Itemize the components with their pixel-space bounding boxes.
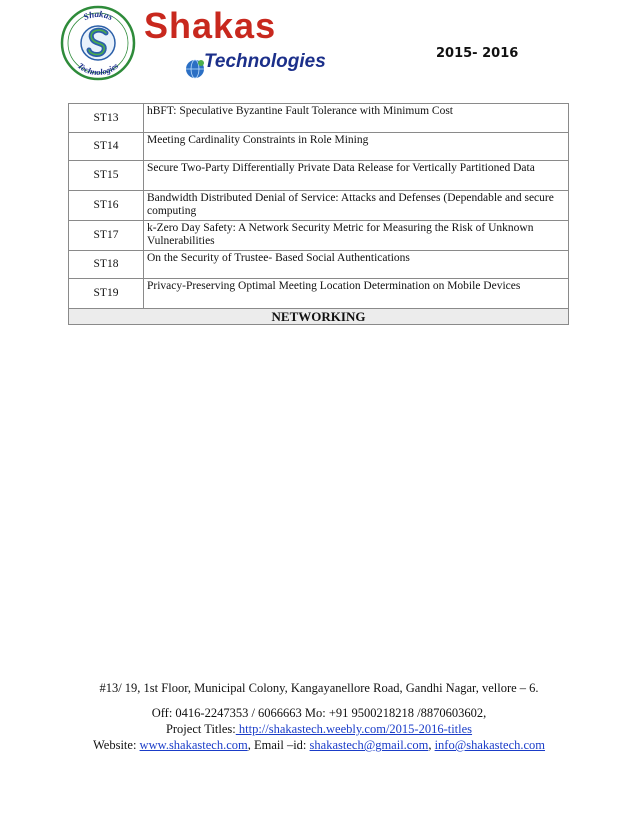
- project-title: Bandwidth Distributed Denial of Service: Attacks and Defenses (Dependable and secure computing: [144, 191, 569, 221]
- project-code: ST16: [69, 191, 144, 221]
- email-link-primary[interactable]: shakastech@gmail.com: [309, 738, 429, 752]
- table-row: [69, 221, 569, 251]
- project-titles-label: Project Titles:: [165, 722, 236, 736]
- project-code: ST17: [69, 221, 144, 251]
- academic-year: 2015- 2016: [436, 46, 519, 61]
- footer-address: #13/ 19, 1st Floor, Municipal Colony, Kangayanellore Road, Gandhi Nagar, vellore – 6.: [99, 681, 539, 695]
- project-title: Secure Two-Party Differentially Private Data Release for Vertically Partitioned Data: [144, 161, 569, 191]
- section-heading-row: [69, 309, 569, 325]
- project-title: On the Security of Trustee- Based Social Authentications: [144, 251, 569, 279]
- brand-name: Shakas: [144, 5, 277, 46]
- table-row: [69, 133, 569, 161]
- website-link[interactable]: www.shakastech.com: [139, 738, 248, 752]
- project-title: k-Zero Day Safety: A Network Security Metric for Measuring the Risk of Unknown Vulnerabilities: [144, 221, 569, 251]
- globe-icon: [184, 58, 206, 80]
- project-title: hBFT: Speculative Byzantine Fault Tolerance with Minimum Cost: [144, 104, 569, 133]
- page-header: [0, 0, 638, 100]
- project-code: ST19: [69, 279, 144, 309]
- project-code: ST18: [69, 251, 144, 279]
- seal-text-top: Shakas: [81, 8, 115, 23]
- table-row: [69, 161, 569, 191]
- company-brand-logo: [144, 6, 344, 80]
- project-code: ST14: [69, 133, 144, 161]
- footer-phones: Off: 0416-2247353 / 6066663 Mo: +91 9500218218 /8870603602,: [151, 706, 487, 720]
- project-titles-link[interactable]: http://shakastech.weebly.com/2015-2016-titles: [235, 722, 473, 736]
- project-title: Meeting Cardinality Constraints in Role Mining: [144, 133, 569, 161]
- table-row: [69, 104, 569, 133]
- email-label: , Email –id:: [247, 738, 307, 752]
- company-seal-logo: [60, 5, 136, 81]
- email-link-info[interactable]: info@shakastech.com: [434, 738, 546, 752]
- footer-contact: [0, 738, 638, 753]
- table-row: [69, 279, 569, 309]
- project-code: ST15: [69, 161, 144, 191]
- section-heading: NETWORKING: [69, 309, 569, 325]
- project-titles-table: [68, 103, 569, 325]
- project-title: Privacy-Preserving Optimal Meeting Location Determination on Mobile Devices: [144, 279, 569, 309]
- footer-project-titles: [0, 722, 638, 737]
- table-row: [69, 191, 569, 221]
- seal-text-bottom: Technologies: [75, 60, 121, 78]
- email-separator: ,: [428, 738, 432, 752]
- table-row: [69, 251, 569, 279]
- website-label: Website:: [92, 738, 137, 752]
- brand-subtitle: Technologies: [204, 51, 326, 72]
- project-code: ST13: [69, 104, 144, 133]
